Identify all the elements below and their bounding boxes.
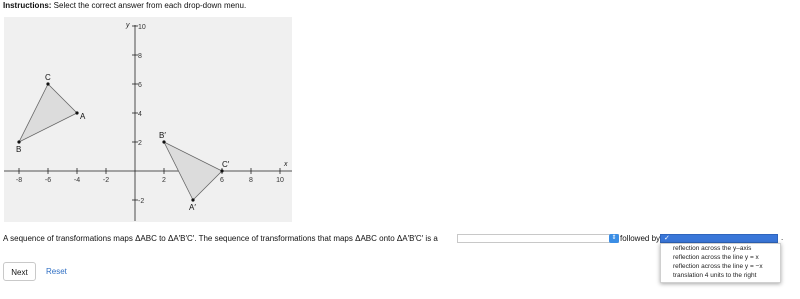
next-button[interactable]: Next xyxy=(3,262,36,281)
label-b: B xyxy=(16,145,22,154)
x-axis-label: x xyxy=(284,161,288,168)
transformation-select-1[interactable] xyxy=(457,234,619,243)
x-tick-label: 10 xyxy=(276,177,284,184)
coordinate-graph xyxy=(4,17,292,222)
label-a-prime: A′ xyxy=(189,203,196,212)
point-a-prime xyxy=(191,198,194,201)
point-c xyxy=(46,82,49,85)
question-text: A sequence of transformations maps ΔABC to ΔA′B′C′. The sequence of transformations that maps ΔABC onto ΔA′B′C′ is a xyxy=(3,234,438,243)
checkmark-icon: ✓ xyxy=(664,235,670,242)
y-tick-label: -2 xyxy=(138,198,145,205)
point-a xyxy=(75,111,78,114)
point-b xyxy=(17,140,20,143)
label-b-prime: B′ xyxy=(159,131,166,140)
y-tick-label: 8 xyxy=(138,53,142,60)
x-tick-label: 8 xyxy=(249,177,253,184)
dropdown-option[interactable]: reflection across the y–axis xyxy=(673,245,752,252)
y-tick-label: 2 xyxy=(138,140,142,147)
y-tick-label: 10 xyxy=(138,24,146,31)
dropdown-option[interactable]: reflection across the line y = x xyxy=(673,254,759,261)
x-tick-label: -8 xyxy=(15,177,23,184)
y-tick-label: 4 xyxy=(138,111,142,118)
label-c-prime: C′ xyxy=(222,160,230,169)
instructions-label: Instructions: xyxy=(3,1,52,10)
label-c: C xyxy=(45,73,51,82)
reset-link[interactable]: Reset xyxy=(46,267,67,276)
triangle-abc xyxy=(19,84,77,142)
instructions xyxy=(3,1,246,10)
y-tick-label: 6 xyxy=(138,82,142,89)
point-c-prime xyxy=(220,169,223,172)
dropdown-option[interactable]: translation 4 units to the right xyxy=(673,272,757,279)
y-axis-label: y xyxy=(126,22,130,29)
x-tick-label: 6 xyxy=(220,177,224,184)
x-tick-label: -4 xyxy=(73,177,81,184)
dropdown-option[interactable]: reflection across the line y = −x xyxy=(673,263,763,270)
label-a: A xyxy=(80,112,86,121)
updown-arrow-icon[interactable]: ⇕ xyxy=(609,234,619,243)
dropdown-menu xyxy=(660,243,781,283)
x-tick-label: -6 xyxy=(44,177,52,184)
graph-svg xyxy=(4,17,292,222)
sentence-period: . xyxy=(781,233,784,242)
x-tick-label: -2 xyxy=(102,177,110,184)
instructions-text: Select the correct answer from each drop-down menu. xyxy=(51,1,247,10)
followed-by-text: followed by xyxy=(620,234,661,243)
transformation-select-2[interactable] xyxy=(660,234,778,243)
point-b-prime xyxy=(162,140,165,143)
x-tick-label: 2 xyxy=(162,177,166,184)
